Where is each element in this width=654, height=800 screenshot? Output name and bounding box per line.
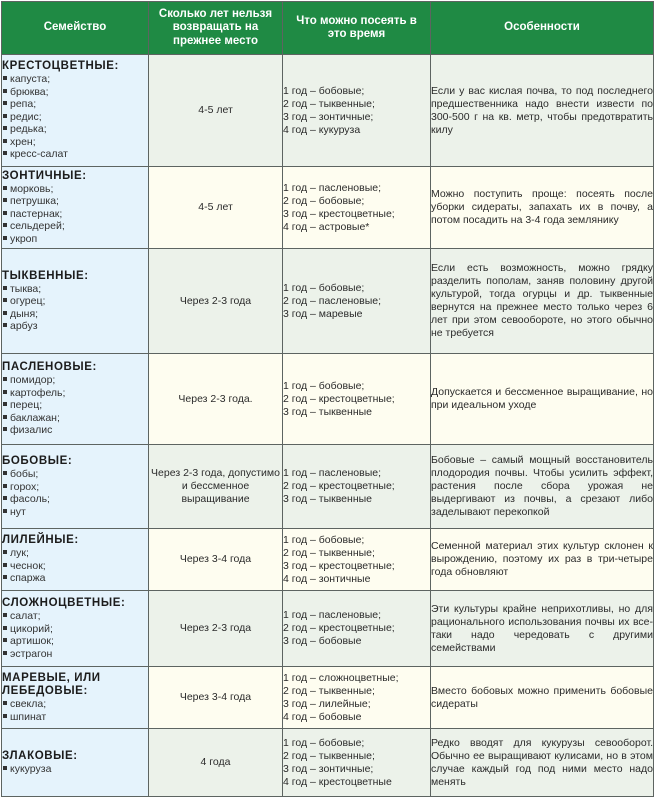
bullet-icon (3, 286, 7, 290)
crop-item (2, 424, 148, 437)
sow-cell (283, 729, 431, 797)
bullet-icon (3, 427, 7, 431)
sow-cell (283, 529, 431, 591)
bullet-icon (3, 298, 7, 302)
crop-item (2, 635, 148, 648)
sow-cell (283, 445, 431, 529)
table-header-row (2, 2, 654, 55)
sow-year-line: 3 год – зонтичные; (283, 762, 374, 775)
sow-year-line: 1 год – пасленовые; (283, 467, 382, 479)
bullet-icon (3, 198, 7, 202)
crop-item (2, 572, 148, 585)
crop-item (2, 308, 148, 321)
bullet-icon (3, 496, 7, 500)
bullet-icon (3, 415, 7, 419)
crop-item (2, 73, 148, 86)
crop-item (2, 468, 148, 481)
header-sow: Что можно посеять в это время (283, 2, 431, 55)
family-cell (2, 55, 149, 167)
crop-name: фасоль; (10, 493, 50, 505)
crop-name: артишок; (10, 635, 54, 647)
crop-item (2, 208, 148, 221)
family-cell (2, 167, 149, 249)
sow-cell (283, 667, 431, 729)
bullet-icon (3, 126, 7, 130)
sow-year-line: 2 год – пасленовые; (283, 294, 382, 307)
sow-year-line: 2 год – тыквенные; (283, 546, 375, 559)
crop-name: укроп (10, 232, 38, 245)
bullet-icon (3, 390, 7, 394)
bullet-icon (3, 613, 7, 617)
years-cell: Через 2-3 года (149, 249, 283, 354)
crop-name: бобы; (10, 468, 39, 480)
sow-year-line: 2 год – крестоцветные; (283, 392, 395, 405)
family-name: ЗЛАКОВЫЕ: (2, 749, 78, 762)
sow-year-line: 1 год – бобовые; (283, 736, 365, 749)
sow-year-line: 3 год – маревые (283, 307, 363, 320)
bullet-icon (3, 638, 7, 642)
sow-year-line: 1 год – бобовые; (283, 281, 365, 294)
family-cell (2, 729, 149, 797)
bullet-icon (3, 402, 7, 406)
bullet-icon (3, 236, 7, 240)
sow-year-line: 3 год – зонтичные; (283, 110, 374, 123)
crop-name: помидор; (10, 374, 56, 387)
bullet-icon (3, 563, 7, 567)
crop-item (2, 136, 148, 149)
sow-year-line: 3 год – тыквенные (283, 493, 372, 505)
crop-name: эстрагон (10, 647, 53, 660)
crop-name: салат; (10, 610, 41, 622)
notes-cell: Если у вас кислая почва, то под последнего предшественника надо внести извести по 300-500 г на кв. метр, чтобы предотвратить килу (431, 55, 654, 167)
bullet-icon (3, 484, 7, 488)
crop-item (2, 195, 148, 208)
crop-name: редис; (10, 110, 42, 123)
bullet-icon (3, 139, 7, 143)
bullet-icon (3, 550, 7, 554)
header-family: Семейство (2, 2, 149, 55)
crop-name: чеснок; (10, 559, 46, 572)
table-body (2, 55, 654, 797)
crop-item (2, 711, 148, 724)
crop-name: петрушка; (10, 195, 59, 208)
years-cell: 4-5 лет (149, 167, 283, 249)
sow-cell (283, 591, 431, 667)
sow-year-line: 3 год – лилейные; (283, 697, 371, 710)
table-row (2, 667, 654, 729)
crop-name: картофель; (10, 386, 66, 399)
family-cell (2, 591, 149, 667)
crop-item (2, 560, 148, 573)
bullet-icon (3, 211, 7, 215)
crop-item (2, 506, 148, 519)
table-row (2, 249, 654, 354)
family-name: МАРЕВЫЕ, ИЛИ ЛЕБЕДОВЫЕ: (2, 672, 101, 697)
crop-name: арбуз (10, 320, 38, 332)
crop-item (2, 493, 148, 506)
notes-cell: Эти культуры крайне неприхотливы, но для рационального использования почвы их все-таки надо чередовать с другими семействами (431, 591, 654, 667)
bullet-icon (3, 509, 7, 513)
table-row (2, 55, 654, 167)
crop-name: кукуруза (10, 762, 52, 775)
bullet-icon (3, 223, 7, 227)
bullet-icon (3, 377, 7, 381)
crop-name: спаржа (10, 572, 46, 585)
table-row (2, 445, 654, 529)
sow-year-line: 3 год – бобовые (283, 635, 362, 647)
bullet-icon (3, 186, 7, 190)
bullet-icon (3, 323, 7, 327)
sow-year-line: 3 год – крестоцветные; (283, 207, 395, 220)
table-row (2, 354, 654, 445)
bullet-icon (3, 701, 7, 705)
sow-year-line: 1 год – пасленовые; (283, 609, 382, 621)
crop-item (2, 623, 148, 636)
crop-item (2, 763, 148, 776)
sow-year-line: 4 год – кукуруза (283, 123, 361, 136)
crop-item (2, 481, 148, 494)
crop-name: свекла; (10, 698, 47, 710)
bullet-icon (3, 714, 7, 718)
family-cell (2, 529, 149, 591)
family-cell (2, 354, 149, 445)
sow-year-line: 2 год – тыквенные; (283, 97, 375, 110)
table-row (2, 729, 654, 797)
crop-item (2, 399, 148, 412)
family-name: БОБОВЫЕ: (2, 455, 73, 467)
crop-item (2, 374, 148, 387)
years-cell: 4 года (149, 729, 283, 797)
sow-year-line: 1 год – сложноцветные; (283, 671, 399, 684)
bullet-icon (3, 101, 7, 105)
crop-name: хрен; (10, 135, 36, 148)
crop-name: дыня; (10, 307, 39, 320)
header-years: Сколько лет нельзя возвращать на прежнее место (149, 2, 283, 55)
notes-cell: Редко вводят для кукурузы севооборот. Обычно ее выращивают кулисами, но в этом случае каждый год под ними место надо менять (431, 729, 654, 797)
family-name: ПАСЛЕНОВЫЕ: (2, 361, 97, 374)
sow-year-line: 2 год – крестоцветные; (283, 622, 395, 634)
crop-name: репа; (10, 98, 37, 111)
bullet-icon (3, 471, 7, 475)
sow-year-line: 2 год – крестоцветные; (283, 480, 395, 492)
crop-item (2, 698, 148, 711)
sow-year-line: 4 год – зонтичные (283, 572, 371, 585)
crop-name: капуста; (10, 73, 51, 86)
crop-name: баклажан; (10, 411, 60, 424)
bullet-icon (3, 651, 7, 655)
table-row (2, 167, 654, 249)
crop-name: лук; (10, 547, 29, 560)
sow-year-line: 1 год – пасленовые; (283, 181, 382, 194)
family-cell (2, 249, 149, 354)
years-cell: Через 3-4 года (149, 667, 283, 729)
crop-item (2, 233, 148, 246)
crop-name: сельдерей; (10, 220, 65, 233)
sow-year-line: 2 год – тыквенные; (283, 684, 375, 697)
sow-year-line: 2 год – тыквенные; (283, 749, 375, 762)
sow-year-line: 3 год – тыквенные (283, 405, 372, 418)
crop-name: шпинат (10, 710, 47, 723)
crop-name: кресс-салат (10, 148, 68, 161)
bullet-icon (3, 151, 7, 155)
sow-year-line: 3 год – крестоцветные; (283, 559, 395, 572)
crop-name: огурец; (10, 295, 46, 307)
crop-item (2, 648, 148, 661)
notes-cell: Можно поступить проще: посеять после уборки сидераты, запахать их в почву, а потом посадить на 3-4 года землянику (431, 167, 654, 249)
crop-name: перец; (10, 399, 43, 412)
crop-rotation-table (1, 1, 654, 797)
crop-name: физалис (10, 424, 53, 437)
years-cell: Через 2-3 года. (149, 354, 283, 445)
sow-year-line: 1 год – бобовые; (283, 533, 365, 546)
years-cell: 4-5 лет (149, 55, 283, 167)
crop-item (2, 283, 148, 296)
bullet-icon (3, 76, 7, 80)
crop-item (2, 412, 148, 425)
sow-year-line: 4 год – крестоцветные (283, 775, 392, 788)
family-cell (2, 445, 149, 529)
years-cell: Через 2-3 года (149, 591, 283, 667)
crop-item (2, 183, 148, 196)
sow-cell (283, 167, 431, 249)
family-name: КРЕСТОЦВЕТНЫЕ: (2, 60, 119, 73)
crop-name: брюква; (10, 85, 49, 98)
sow-cell (283, 249, 431, 354)
sow-year-line: 1 год – бобовые; (283, 379, 365, 392)
crop-item (2, 123, 148, 136)
bullet-icon (3, 575, 7, 579)
family-name: ЛИЛЕЙНЫЕ: (2, 534, 79, 547)
years-cell: Через 2-3 года, допустимо и бессменное выращивание (149, 445, 283, 529)
notes-cell: Если есть возможность, можно грядку разделить пополам, заняв половину другой культурой, тогда огурцы и др. тыквенные вернутся на прежнее место только через 6 лет при этом севообороте, но этого обычно не требуется (431, 249, 654, 354)
crop-item (2, 295, 148, 308)
notes-cell: Семенной материал этих культур склонен к вырождению, поэтому их раз в три-четыре года обновляют (431, 529, 654, 591)
crop-item (2, 98, 148, 111)
crop-item (2, 320, 148, 333)
crop-name: пастернак; (10, 207, 63, 220)
years-cell: Через 3-4 года (149, 529, 283, 591)
bullet-icon (3, 766, 7, 770)
crop-name: цикорий; (10, 622, 53, 635)
sow-cell (283, 354, 431, 445)
sow-cell (283, 55, 431, 167)
crop-name: нут (10, 505, 26, 518)
crop-item (2, 220, 148, 233)
table-row (2, 591, 654, 667)
sow-year-line: 4 год – бобовые (283, 710, 362, 723)
notes-cell: Вместо бобовых можно применить бобовые сидераты (431, 667, 654, 729)
bullet-icon (3, 114, 7, 118)
crop-item (2, 387, 148, 400)
bullet-icon (3, 89, 7, 93)
family-cell (2, 667, 149, 729)
bullet-icon (3, 626, 7, 630)
notes-cell: Бобовые – самый мощный восстановитель плодородия почвы. Чтобы усилить эффект, растения после сбора урожая не выдергивают из почвы, а срезают либо заделывают перекопкой (431, 445, 654, 529)
bullet-icon (3, 311, 7, 315)
crop-item (2, 148, 148, 161)
family-name: ТЫКВЕННЫЕ: (2, 269, 89, 282)
crop-name: редька; (10, 123, 47, 136)
sow-year-line: 1 год – бобовые; (283, 84, 365, 97)
header-notes: Особенности (431, 2, 654, 55)
family-name: ЗОНТИЧНЫЕ: (2, 169, 87, 182)
notes-cell: Допускается и бессменное выращивание, но при идеальном уходе (431, 354, 654, 445)
crop-item (2, 547, 148, 560)
family-name: СЛОЖНОЦВЕТНЫЕ: (2, 597, 126, 609)
crop-name: морковь; (10, 182, 54, 195)
crop-item (2, 610, 148, 623)
crop-item (2, 86, 148, 99)
sow-year-line: 4 год – астровые* (283, 220, 370, 233)
crop-name: тыква; (10, 282, 42, 295)
crop-name: горох; (10, 480, 40, 493)
crop-item (2, 111, 148, 124)
sow-year-line: 2 год – бобовые; (283, 194, 365, 207)
table-row (2, 529, 654, 591)
